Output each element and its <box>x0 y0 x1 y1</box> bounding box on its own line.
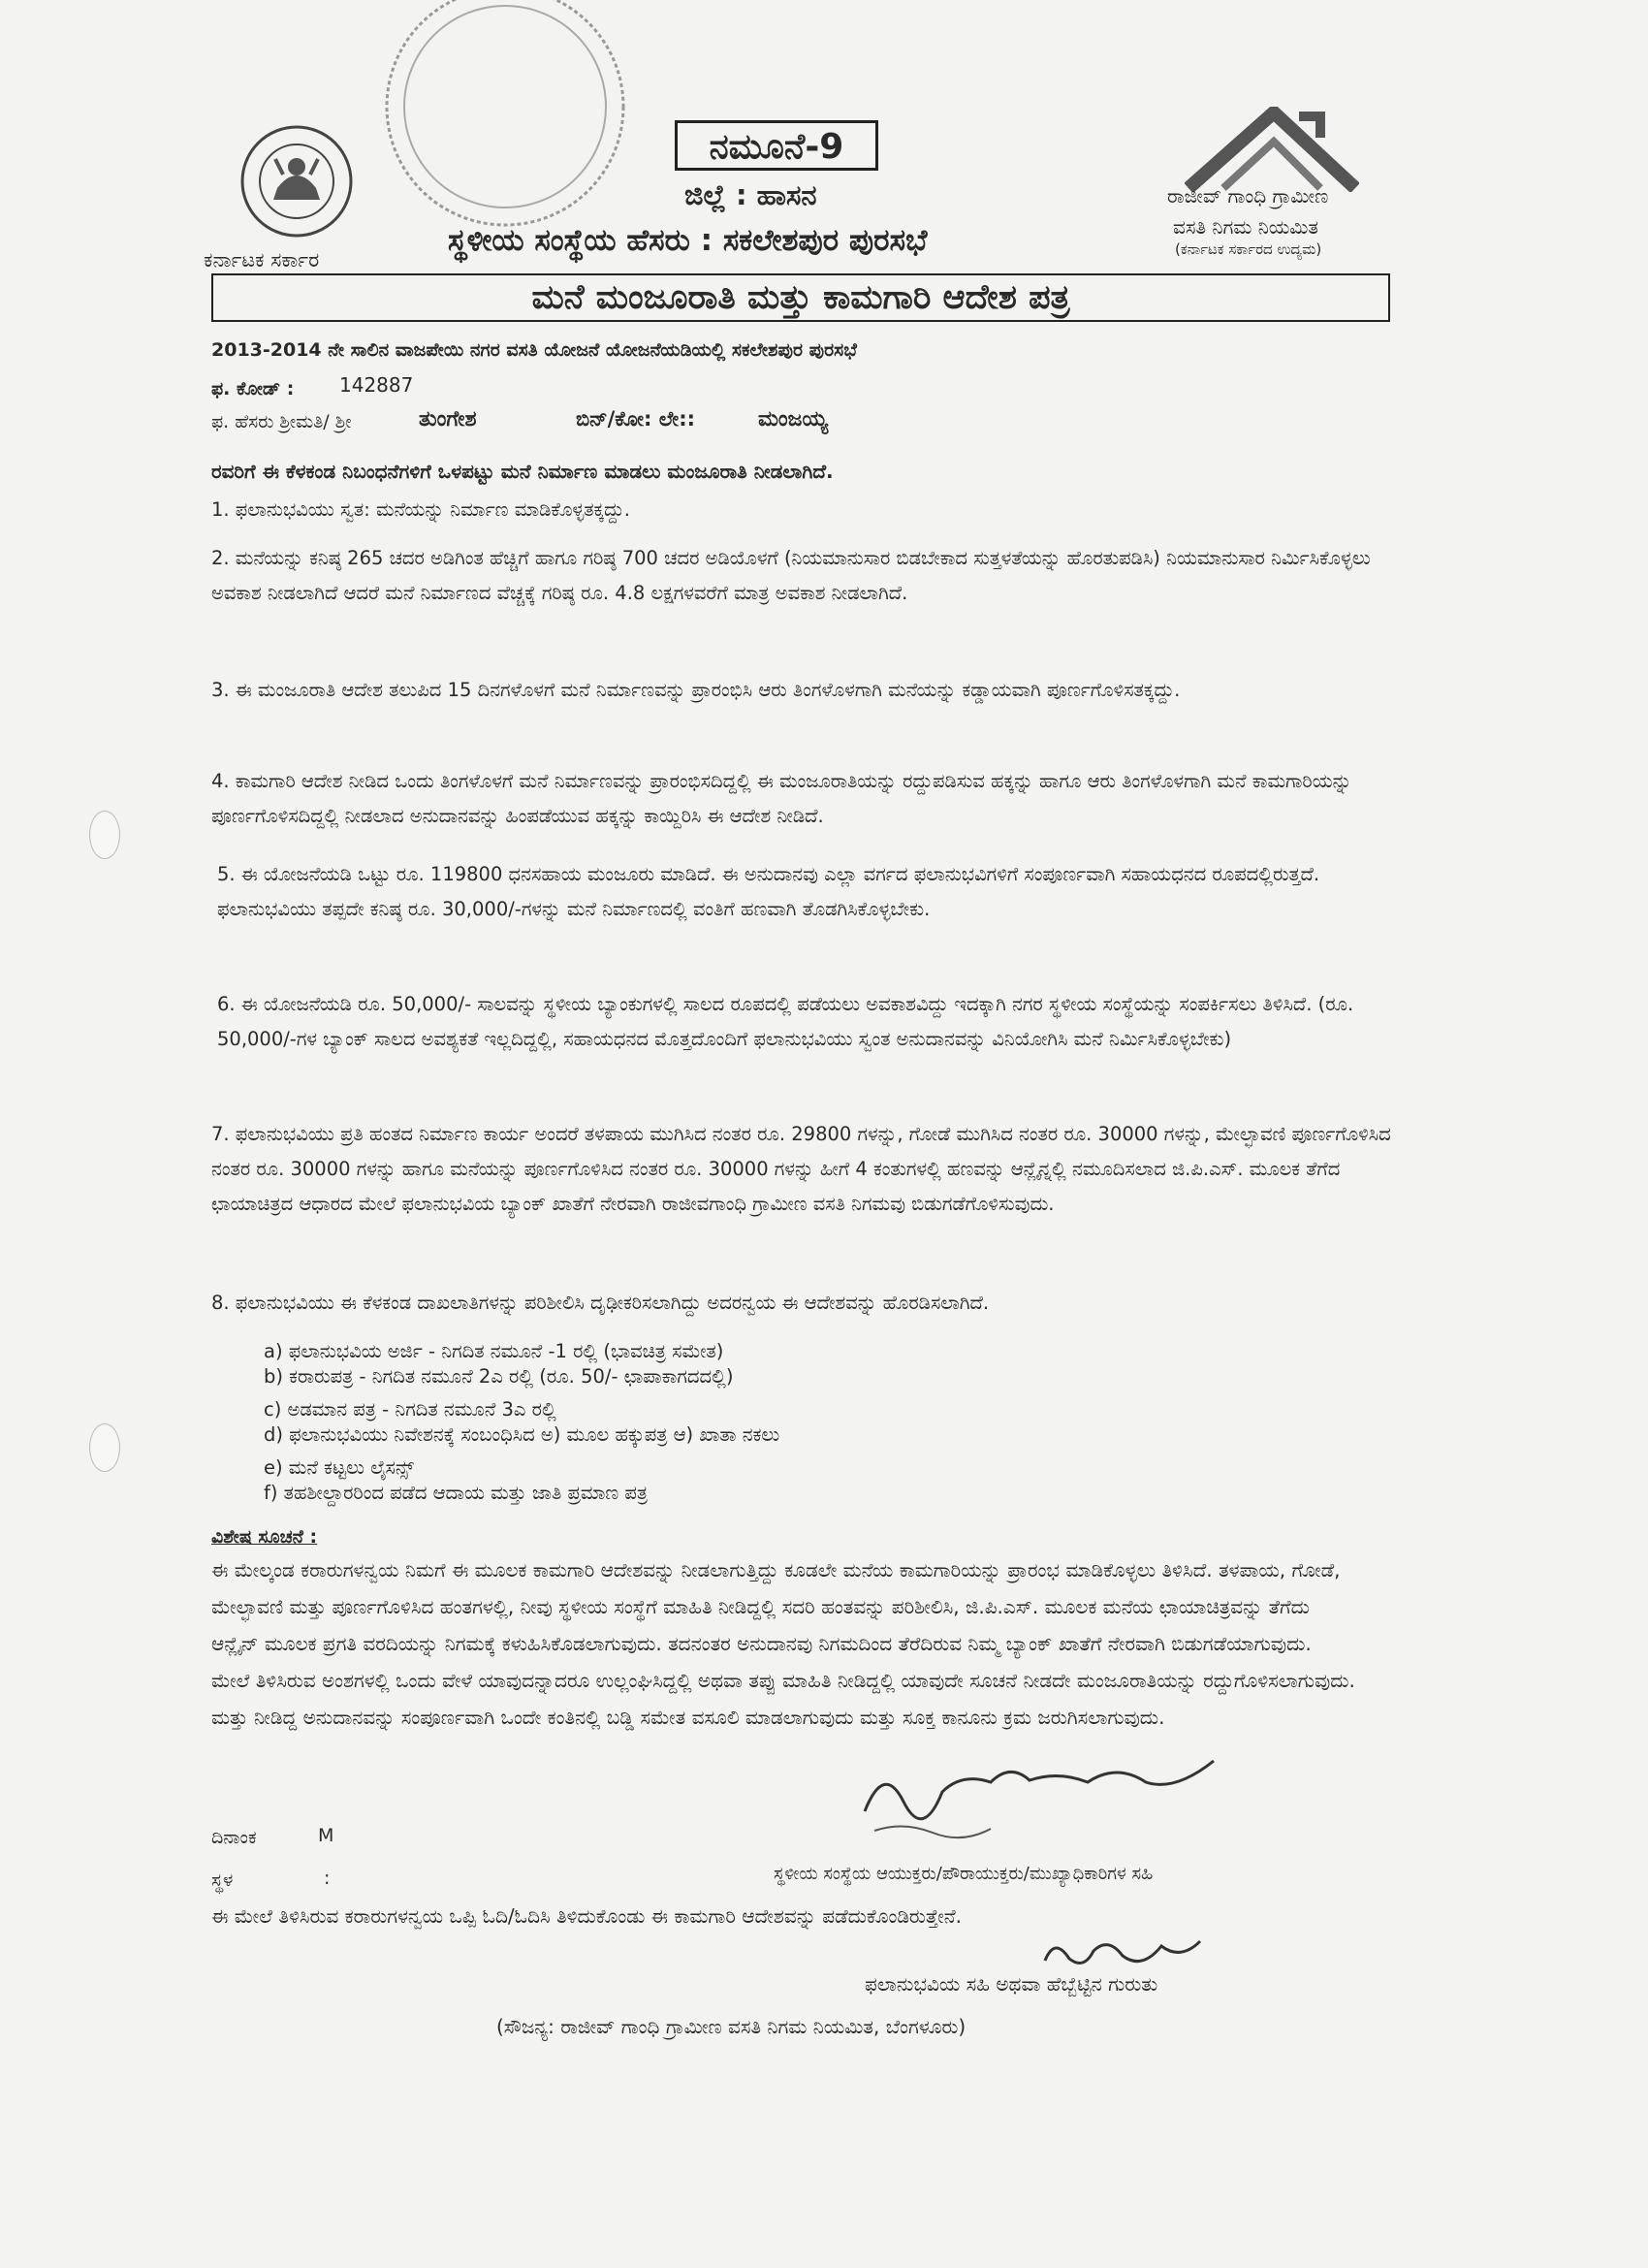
district-line: ಜಿಲ್ಲೆ : ಹಾಸನ <box>684 178 817 211</box>
karnataka-emblem-icon <box>215 124 378 239</box>
courtesy-line: (ಸೌಜನ್ಯ: ರಾಜೀವ್ ಗಾಂಧಿ ಗ್ರಾಮೀಣ ವಸತಿ ನಿಗಮ ನಿಯಮಿತ, ಬೆಂಗಳೂರು) <box>496 2015 967 2038</box>
beneficiary-signature-label: ಫಲಾನುಭವಿಯ ಸಹಿ ಅಥವಾ ಹೆಬ್ಬೆಟ್ಟಿನ ಗುರುತು <box>865 1972 1158 1996</box>
document-item: b) ಕರಾರುಪತ್ರ - ನಿಗದಿತ ನಮೂನೆ 2ಎ ರಲ್ಲಿ (ರೂ. 50/- ಛಾಪಾಕಾಗದದಲ್ಲಿ) <box>264 1365 734 1388</box>
officer-signature-icon <box>845 1753 1233 1850</box>
punch-hole <box>89 1423 120 1472</box>
place-label: ಸ್ಥಳ <box>211 1869 234 1891</box>
acceptance-statement: ಈ ಮೇಲೆ ತಿಳಿಸಿರುವ ಕರಾರುಗಳನ್ವಯ ಒಪ್ಪಿ ಓದಿ/ಓದಿಸಿ ತಿಳಿದುಕೊಂಡು ಈ ಕಾಮಗಾರಿ ಆದೇಶವನ್ನು ಪಡೆದುಕೊಂಡಿರುತ್ತೇನೆ. <box>211 1904 963 1928</box>
condition-item: 2. ಮನೆಯನ್ನು ಕನಿಷ್ಠ 265 ಚದರ ಅಡಿಗಿಂತ ಹೆಚ್ಚಿಗೆ ಹಾಗೂ ಗರಿಷ್ಠ 700 ಚದರ ಅಡಿಯೊಳಗೆ (ನಿಯಮಾನುಸಾರ ಬಿಡಬೇಕಾದ ಸುತ್ತಳತೆಯನ್ನು ಹೊರತುಪಡಿಸಿ) ನಿಯಮಾನುಸಾರ ನಿರ್ಮಿಸಿಕೊಳ್ಳಲು ಅವಕಾಶ ನೀಡಲಾಗಿದೆ ಆದರೆ ಮನೆ ನಿರ್ಮಾಣದ ವೆಚ್ಚಕ್ಕೆ ಗರಿಷ್ಠ ರೂ. 4.8 ಲಕ್ಷಗಳವರೆಗೆ ಮಾತ್ರ ಅವಕಾಶ ನೀಡಲಾಗಿದೆ. <box>211 547 1371 604</box>
local-body-name: ಸ್ಥಳೀಯ ಸಂಸ್ಥೆಯ ಹೆಸರು : ಸಕಲೇಶಪುರ ಪುರಸಭೆ <box>448 223 928 258</box>
document-item: d) ಫಲಾನುಭವಿಯು ನಿವೇಶನಕ್ಕೆ ಸಂಬಂಧಿಸಿದ ಅ) ಮೂಲ ಹಕ್ಕುಪತ್ರ ಆ) ಖಾತಾ ನಕಲು <box>264 1423 780 1446</box>
date-label: ದಿನಾಂಕ <box>211 1827 257 1848</box>
corporation-name-line2: ವಸತಿ ನಿಗಮ ನಿಯಮಿತ <box>1173 215 1318 239</box>
special-note-title: ವಿಶೇಷ ಸೂಚನೆ : <box>211 1526 318 1548</box>
corporation-name-line3: (ಕರ್ನಾಟಕ ಸರ್ಕಾರದ ಉದ್ಯಮ) <box>1175 240 1322 258</box>
name-label: ಫ. ಹೆಸರು ಶ್ರೀಮತಿ/ ಶ್ರೀ <box>211 411 352 432</box>
condition-item: 1. ಫಲಾನುಭವಿಯು ಸ್ವತ: ಮನೆಯನ್ನು ನಿರ್ಮಾಣ ಮಾಡಿಕೊಳ್ಳತಕ್ಕದ್ದು. <box>211 498 630 521</box>
father-value: ಮಂಜಯ್ಯ <box>758 407 829 431</box>
condition-item: 4. ಕಾಮಗಾರಿ ಆದೇಶ ನೀಡಿದ ಒಂದು ತಿಂಗಳೊಳಗೆ ಮನೆ ನಿರ್ಮಾಣವನ್ನು ಪ್ರಾರಂಭಿಸದಿದ್ದಲ್ಲಿ ಈ ಮಂಜೂರಾತಿಯನ್ನು ರದ್ದುಪಡಿಸುವ ಹಕ್ಕನ್ನು ಹಾಗೂ ಆರು ತಿಂಗಳೊಳಗಾಗಿ ಮನೆ ಕಾಮಗಾರಿಯನ್ನು ಪೂರ್ಣಗೊಳಿಸದಿದ್ದಲ್ಲಿ ನೀಡಲಾದ ಅನುದಾನವನ್ನು ಹಿಂಪಡೆಯುವ ಹಕ್ಕನ್ನು ಕಾಯ್ದಿರಿಸಿ ಈ ಆದೇಶ ನೀಡಿದೆ. <box>211 770 1352 827</box>
document-item: c) ಅಡಮಾನ ಪತ್ರ - ನಿಗದಿತ ನಮೂನೆ 3ಎ ರಲ್ಲಿ <box>264 1398 556 1421</box>
document-item: f) ತಹಶೀಲ್ದಾರರಿಂದ ಪಡೆದ ಆದಾಯ ಮತ್ತು ಜಾತಿ ಪ್ರಮಾಣ ಪತ್ರ <box>264 1482 649 1504</box>
order-title: ಮನೆ ಮಂಜೂರಾತಿ ಮತ್ತು ಕಾಮಗಾರಿ ಆದೇಶ ಪತ್ರ <box>211 273 1390 322</box>
father-label: ಬಿನ್/ಕೋ: ಲೇ:: <box>576 407 695 431</box>
code-value: 142887 <box>339 373 414 397</box>
name-value: ತುಂಗೇಶ <box>419 407 477 431</box>
condition-item: 6. ಈ ಯೋಜನೆಯಡಿ ರೂ. 50,000/- ಸಾಲವನ್ನು ಸ್ಥಳೀಯ ಬ್ಯಾಂಕುಗಳಲ್ಲಿ ಸಾಲದ ರೂಪದಲ್ಲಿ ಪಡೆಯಲು ಅವಕಾಶವಿದ್ದು ಇದಕ್ಕಾಗಿ ನಗರ ಸ್ಥಳೀಯ ಸಂಸ್ಥೆಯನ್ನು ಸಂಪರ್ಕಿಸಲು ತಿಳಿಸಿದೆ. (ರೂ. 50,000/-ಗಳ ಬ್ಯಾಂಕ್ ಸಾಲದ ಅವಶ್ಯಕತೆ ಇಲ್ಲದಿದ್ದಲ್ಲಿ, ಸಹಾಯಧನದ ಮೊತ್ತದೊಂದಿಗೆ ಫಲಾನುಭವಿಯು ಸ್ವಂತ ಅನುದಾನವನ್ನು ವಿನಿಯೋಗಿಸಿ ಮನೆ ನಿರ್ಮಿಸಿಕೊಳ್ಳಬೇಕು) <box>217 993 1354 1050</box>
code-label: ಫ. ಕೋಡ್ : <box>211 378 295 399</box>
rgrhcl-house-logo-icon <box>1185 107 1359 192</box>
corporation-name-line1: ರಾಜೀವ್ ಗಾಂಧಿ ಗ್ರಾಮೀಣ <box>1167 184 1329 208</box>
date-value: M <box>318 1825 334 1846</box>
office-seal-icon <box>376 0 634 242</box>
government-label: ಕರ್ನಾಟಕ ಸರ್ಕಾರ <box>204 248 320 272</box>
document-item: a) ಫಲಾನುಭವಿಯ ಅರ್ಜಿ - ನಿಗದಿತ ನಮೂನೆ -1 ರಲ್ಲಿ (ಭಾವಚಿತ್ರ ಸಮೇತ) <box>264 1340 724 1362</box>
condition-item: 8. ಫಲಾನುಭವಿಯು ಈ ಕೆಳಕಂಡ ದಾಖಲಾತಿಗಳನ್ನು ಪರಿಶೀಲಿಸಿ ದೃಢೀಕರಿಸಲಾಗಿದ್ದು ಅದರನ್ವಯ ಈ ಆದೇಶವನ್ನು ಹೊರಡಿಸಲಾಗಿದೆ. <box>211 1292 990 1314</box>
document-item: e) ಮನೆ ಕಟ್ಟಲು ಲೈಸನ್ಸ್ <box>264 1456 414 1479</box>
form-number-box: ನಮೂನೆ-9 <box>675 120 878 171</box>
condition-item: 3. ಈ ಮಂಜೂರಾತಿ ಆದೇಶ ತಲುಪಿದ 15 ದಿನಗಳೊಳಗೆ ಮನೆ ನಿರ್ಮಾಣವನ್ನು ಪ್ರಾರಂಭಿಸಿ ಆರು ತಿಂಗಳೊಳಗಾಗಿ ಮನೆಯನ್ನು ಕಡ್ಡಾಯವಾಗಿ ಪೂರ್ಣಗೊಳಿಸತಕ್ಕದ್ದು. <box>211 679 1181 701</box>
officer-signature-label: ಸ್ಥಳೀಯ ಸಂಸ್ಥೆಯ ಆಯುಕ್ತರು/ಪೌರಾಯುಕ್ತರು/ಮುಖ್ಯಾಧಿಕಾರಿಗಳ ಸಹಿ <box>774 1864 1154 1884</box>
intro-line: ರವರಿಗೆ ಈ ಕೆಳಕಂಡ ನಿಬಂಧನೆಗಳಿಗೆ ಒಳಪಟ್ಟು ಮನೆ ನಿರ್ಮಾಣ ಮಾಡಲು ಮಂಜೂರಾತಿ ನೀಡಲಾಗಿದೆ. <box>211 460 834 483</box>
special-note-text: ಈ ಮೇಲ್ಕಂಡ ಕರಾರುಗಳನ್ವಯ ನಿಮಗೆ ಈ ಮೂಲಕ ಕಾಮಗಾರಿ ಆದೇಶವನ್ನು ನೀಡಲಾಗುತ್ತಿದ್ದು ಕೂಡಲೇ ಮನೆಯ ಕಾಮಗಾರಿಯನ್ನು ಪ್ರಾರಂಭ ಮಾಡಿಕೊಳ್ಳಲು ತಿಳಿಸಿದೆ. ತಳಪಾಯ, ಗೋಡೆ, ಮೇಲ್ಛಾವಣಿ ಮತ್ತು ಪೂರ್ಣಗೊಳಿಸಿದ ಹಂತಗಳಲ್ಲಿ, ನೀವು ಸ್ಥಳೀಯ ಸಂಸ್ಥೆಗೆ ಮಾಹಿತಿ ನೀಡಿದ್ದಲ್ಲಿ ಸದರಿ ಹಂತವನ್ನು ಪರಿಶೀಲಿಸಿ, ಜಿ.ಪಿ.ಎಸ್. ಮೂಲಕ ಮನೆಯ ಛಾಯಾಚಿತ್ರವನ್ನು ತೆಗೆದು ಆನ್ಲೈನ್ ಮೂಲಕ ಪ್ರಗತಿ ವರದಿಯನ್ನು ನಿಗಮಕ್ಕೆ ಕಳುಹಿಸಿಕೊಡಲಾಗುವುದು. ತದನಂತರ ಅನುದಾನವು ನಿಗಮದಿಂದ ತೆರೆದಿರುವ ನಿಮ್ಮ ಬ್ಯಾಂಕ್ ಖಾತೆಗೆ ನೇರವಾಗಿ ಬಿಡುಗಡೆಯಾಗುವುದು. ಮೇಲೆ ತಿಳಿಸಿರುವ ಅಂಶಗಳಲ್ಲಿ ಒಂದು ವೇಳೆ ಯಾವುದನ್ನಾದರೂ ಉಲ್ಲಂಘಿಸಿದ್ದಲ್ಲಿ ಅಥವಾ ತಪ್ಪು ಮಾಹಿತಿ ನೀಡಿದ್ದಲ್ಲಿ ಯಾವುದೇ ಸೂಚನೆ ನೀಡದೇ ಮಂಜೂರಾತಿಯನ್ನು ರದ್ದುಗೊಳಿಸಲಾಗುವುದು. ಮತ್ತು ನೀಡಿದ್ದ ಅನುದಾನವನ್ನು ಸಂಪೂರ್ಣವಾಗಿ ಒಂದೇ ಕಂತಿನಲ್ಲಿ ಬಡ್ಡಿ ಸಮೇತ ವಸೂಲಿ ಮಾಡಲಾಗುವುದು ಮತ್ತು ಸೂಕ್ತ ಕಾನೂನು ಕ್ರಮ ಜರುಗಿಸಲಾಗುವುದು. <box>211 1558 1355 1729</box>
place-value: : <box>324 1868 331 1889</box>
scheme-line: 2013-2014 ನೇ ಸಾಲಿನ ವಾಜಪೇಯಿ ನಗರ ವಸತಿ ಯೋಜನೆ ಯೋಜನೆಯಡಿಯಲ್ಲಿ ಸಕಲೇಶಪುರ ಪುರಸಭೆ <box>211 339 857 361</box>
condition-item: 7. ಫಲಾನುಭವಿಯು ಪ್ರತಿ ಹಂತದ ನಿರ್ಮಾಣ ಕಾರ್ಯ ಅಂದರೆ ತಳಪಾಯ ಮುಗಿಸಿದ ನಂತರ ರೂ. 29800 ಗಳನ್ನು, ಗೋಡೆ ಮುಗಿಸಿದ ನಂತರ ರೂ. 30000 ಗಳನ್ನು, ಮೇಲ್ಛಾವಣಿ ಪೂರ್ಣಗೊಳಿಸಿದ ನಂತರ ರೂ. 30000 ಗಳನ್ನು ಹಾಗೂ ಮನೆಯನ್ನು ಪೂರ್ಣಗೊಳಿಸಿದ ನಂತರ ರೂ. 30000 ಗಳನ್ನು ಹೀಗೆ 4 ಕಂತುಗಳಲ್ಲಿ ಹಣವನ್ನು ಆನ್ಲೈನ್ನಲ್ಲಿ ನಮೂದಿಸಲಾದ ಜಿ.ಪಿ.ಎಸ್. ಮೂಲಕ ತೆಗೆದ ಛಾಯಾಚಿತ್ರದ ಆಧಾರದ ಮೇಲೆ ಫಲಾನುಭವಿಯ ಬ್ಯಾಂಕ್ ಖಾತೆಗೆ ನೇರವಾಗಿ ರಾಜೀವಗಾಂಧಿ ಗ್ರಾಮೀಣ ವಸತಿ ನಿಗಮವು ಬಿಡುಗಡೆಗೊಳಿಸುವುದು. <box>211 1123 1391 1215</box>
condition-item: 5. ಈ ಯೋಜನೆಯಡಿ ಒಟ್ಟು ರೂ. 119800 ಧನಸಹಾಯ ಮಂಜೂರು ಮಾಡಿದೆ. ಈ ಅನುದಾನವು ಎಲ್ಲಾ ವರ್ಗದ ಫಲಾನುಭವಿಗಳಿಗೆ ಸಂಪೂರ್ಣವಾಗಿ ಸಹಾಯಧನದ ರೂಪದಲ್ಲಿರುತ್ತದೆ. ಫಲಾನುಭವಿಯು ತಪ್ಪದೇ ಕನಿಷ್ಠ ರೂ. 30,000/-ಗಳನ್ನು ಮನೆ ನಿರ್ಮಾಣದಲ್ಲಿ ವಂತಿಗೆ ಹಣವಾಗಿ ತೊಡಗಿಸಿಕೊಳ್ಳಬೇಕು. <box>217 863 1320 920</box>
punch-hole <box>89 811 120 859</box>
